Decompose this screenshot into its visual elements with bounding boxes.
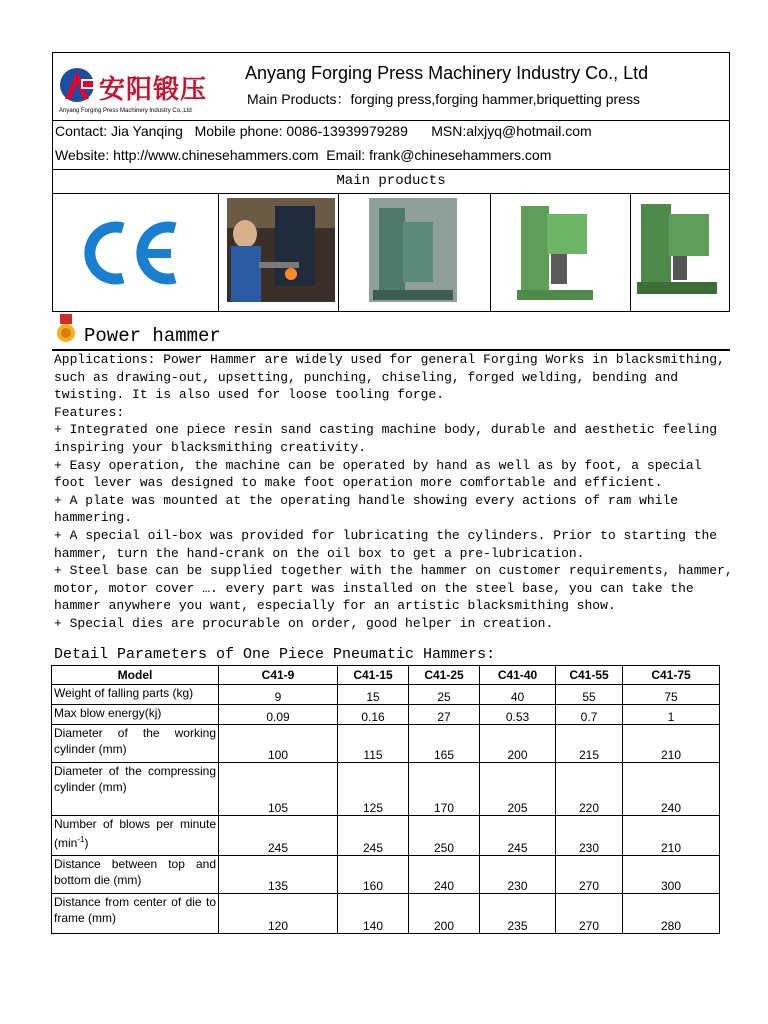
row-label-superscript: -1 (77, 835, 85, 844)
company-header (52, 52, 730, 312)
table-cell: 280 (623, 894, 720, 934)
table-cell: 270 (556, 856, 623, 894)
header-c41-75: C41-75 (623, 666, 720, 685)
table-cell: 105 (219, 763, 338, 816)
green-hammer-photo-icon (491, 194, 631, 312)
header-c41-55: C41-55 (556, 666, 623, 685)
table-row (52, 685, 720, 705)
table-header-row (52, 666, 720, 685)
parameters-title: Detail Parameters of One Piece Pneumatic Hammers: (54, 646, 496, 663)
table-cell: 0.09 (219, 705, 338, 725)
table-cell: 230 (480, 856, 556, 894)
logo-chinese-name: 安阳锻压 (99, 75, 208, 105)
table-cell: 210 (623, 725, 720, 763)
row-label: Diameter of the compressing cylinder (mm) (52, 763, 219, 816)
table-cell: 120 (219, 894, 338, 934)
blacksmith-photo-icon (219, 194, 339, 312)
row-label-tail: ) (84, 836, 89, 850)
table-cell: 140 (338, 894, 409, 934)
table-cell: 200 (480, 725, 556, 763)
table-cell: 55 (556, 685, 623, 705)
header-c41-25: C41-25 (409, 666, 480, 685)
table-cell: 1 (623, 705, 720, 725)
table-cell: 235 (480, 894, 556, 934)
ce-mark-cell (53, 194, 219, 312)
table-row (52, 763, 720, 816)
table-cell: 125 (338, 763, 409, 816)
table-cell: 0.7 (556, 705, 623, 725)
header-model: Model (52, 666, 219, 685)
table-cell: 25 (409, 685, 480, 705)
mobile-phone: Mobile phone: 0086-13939979289 (194, 123, 408, 139)
table-cell: 160 (338, 856, 409, 894)
logo-english-name: Anyang Forging Press Machinery Industry Co.,Ltd (59, 108, 192, 114)
table-cell: 27 (409, 705, 480, 725)
table-cell: 205 (480, 763, 556, 816)
section-body-text: Applications: Power Hammer are widely used for general Forging Works in blacksmithing, such as drawing-out, upsetting, punching, chiseling, forged welding, bending and twisting. It is also used for loose tooling forge. Features: + Integrated one piece resin sand casting machine body, durable and aesthetic feeling inspiring your blacksmithing creativity. + Easy operation, the machine can be operated by hand as well as by foot, a special foot lever was designed to make foot operation more comfortable and efficient. + A plate was mounted at the operating handle showing every actions of ram while hammering. + A special oil-box was provided for lubricating the cylinders. Prior to starting the hammer, turn the hand-crank on the oil box to get a pre-lubrication. + Steel base can be supplied together with the hammer on customer requirements, hammer, motor, motor cover …. every part was installed on the steel base, you can take the hammer anywhere you want, especially for an artistic blacksmithing show. + Special dies are procurable on order, good helper in creation. (54, 352, 733, 631)
table-cell: 15 (338, 685, 409, 705)
table-row (52, 894, 720, 934)
grey-hammer-photo-icon (339, 194, 491, 312)
table-cell: 240 (409, 856, 480, 894)
ce-mark-icon (53, 194, 219, 312)
contact-line (55, 123, 592, 139)
row-label: Diameter of the working cylinder (mm) (52, 725, 219, 763)
table-cell: 75 (623, 685, 720, 705)
product-photo-hammer-green (491, 194, 631, 312)
table-cell: 245 (480, 816, 556, 856)
table-cell: 300 (623, 856, 720, 894)
product-images-row (53, 194, 729, 312)
row-label: Weight of falling parts (kg) (52, 685, 219, 705)
email-link[interactable]: Email: frank@chinesehammers.com (326, 147, 552, 163)
table-cell: 9 (219, 685, 338, 705)
table-cell: 135 (219, 856, 338, 894)
section-title: Power hammer (84, 325, 221, 347)
contact-row (53, 121, 729, 170)
table-cell: 0.53 (480, 705, 556, 725)
header-c41-40: C41-40 (480, 666, 556, 685)
table-cell: 170 (409, 763, 480, 816)
table-cell: 215 (556, 725, 623, 763)
table-cell: 200 (409, 894, 480, 934)
product-photo-blacksmith (219, 194, 339, 312)
table-row (52, 856, 720, 894)
table-cell: 210 (623, 816, 720, 856)
contact-name: Contact: Jia Yanqing (55, 123, 183, 139)
table-cell: 230 (556, 816, 623, 856)
table-row (52, 816, 720, 856)
website-link[interactable]: Website: http://www.chinesehammers.com (55, 147, 319, 163)
table-cell: 220 (556, 763, 623, 816)
table-cell: 40 (480, 685, 556, 705)
logo-mark-icon (59, 65, 99, 105)
table-cell: 245 (219, 816, 338, 856)
company-logo (59, 63, 239, 117)
product-photo-hammer-green-2 (631, 194, 731, 312)
table-row (52, 725, 720, 763)
row-label-text: Number of blows per minute (min (54, 817, 216, 850)
table-cell: 240 (623, 763, 720, 816)
row-label (52, 816, 219, 856)
table-cell: 0.16 (338, 705, 409, 725)
main-products-heading: Main products (336, 173, 446, 189)
table-cell: 270 (556, 894, 623, 934)
msn-address: MSN:alxjyq@hotmail.com (431, 123, 592, 139)
row-label: Distance from center of die to frame (mm) (52, 894, 219, 934)
header-c41-15: C41-15 (338, 666, 409, 685)
table-cell: 165 (409, 725, 480, 763)
green-hammer-2-photo-icon (631, 194, 731, 312)
table-cell: 115 (338, 725, 409, 763)
company-name: Anyang Forging Press Machinery Industry Co., Ltd (245, 63, 649, 83)
product-photo-hammer-grey (339, 194, 491, 312)
table-cell: 245 (338, 816, 409, 856)
parameters-table (51, 665, 720, 934)
table-cell: 250 (409, 816, 480, 856)
logo-row (53, 53, 729, 121)
row-label: Max blow energy(kj) (52, 705, 219, 725)
header-c41-9: C41-9 (219, 666, 338, 685)
main-products-row (53, 170, 729, 194)
medal-icon (55, 314, 77, 344)
row-label: Distance between top and bottom die (mm) (52, 856, 219, 894)
table-row (52, 705, 720, 725)
table-cell: 100 (219, 725, 338, 763)
main-products-line: Main Products：forging press,forging hammer,briquetting press (247, 91, 640, 107)
website-line (55, 147, 551, 163)
